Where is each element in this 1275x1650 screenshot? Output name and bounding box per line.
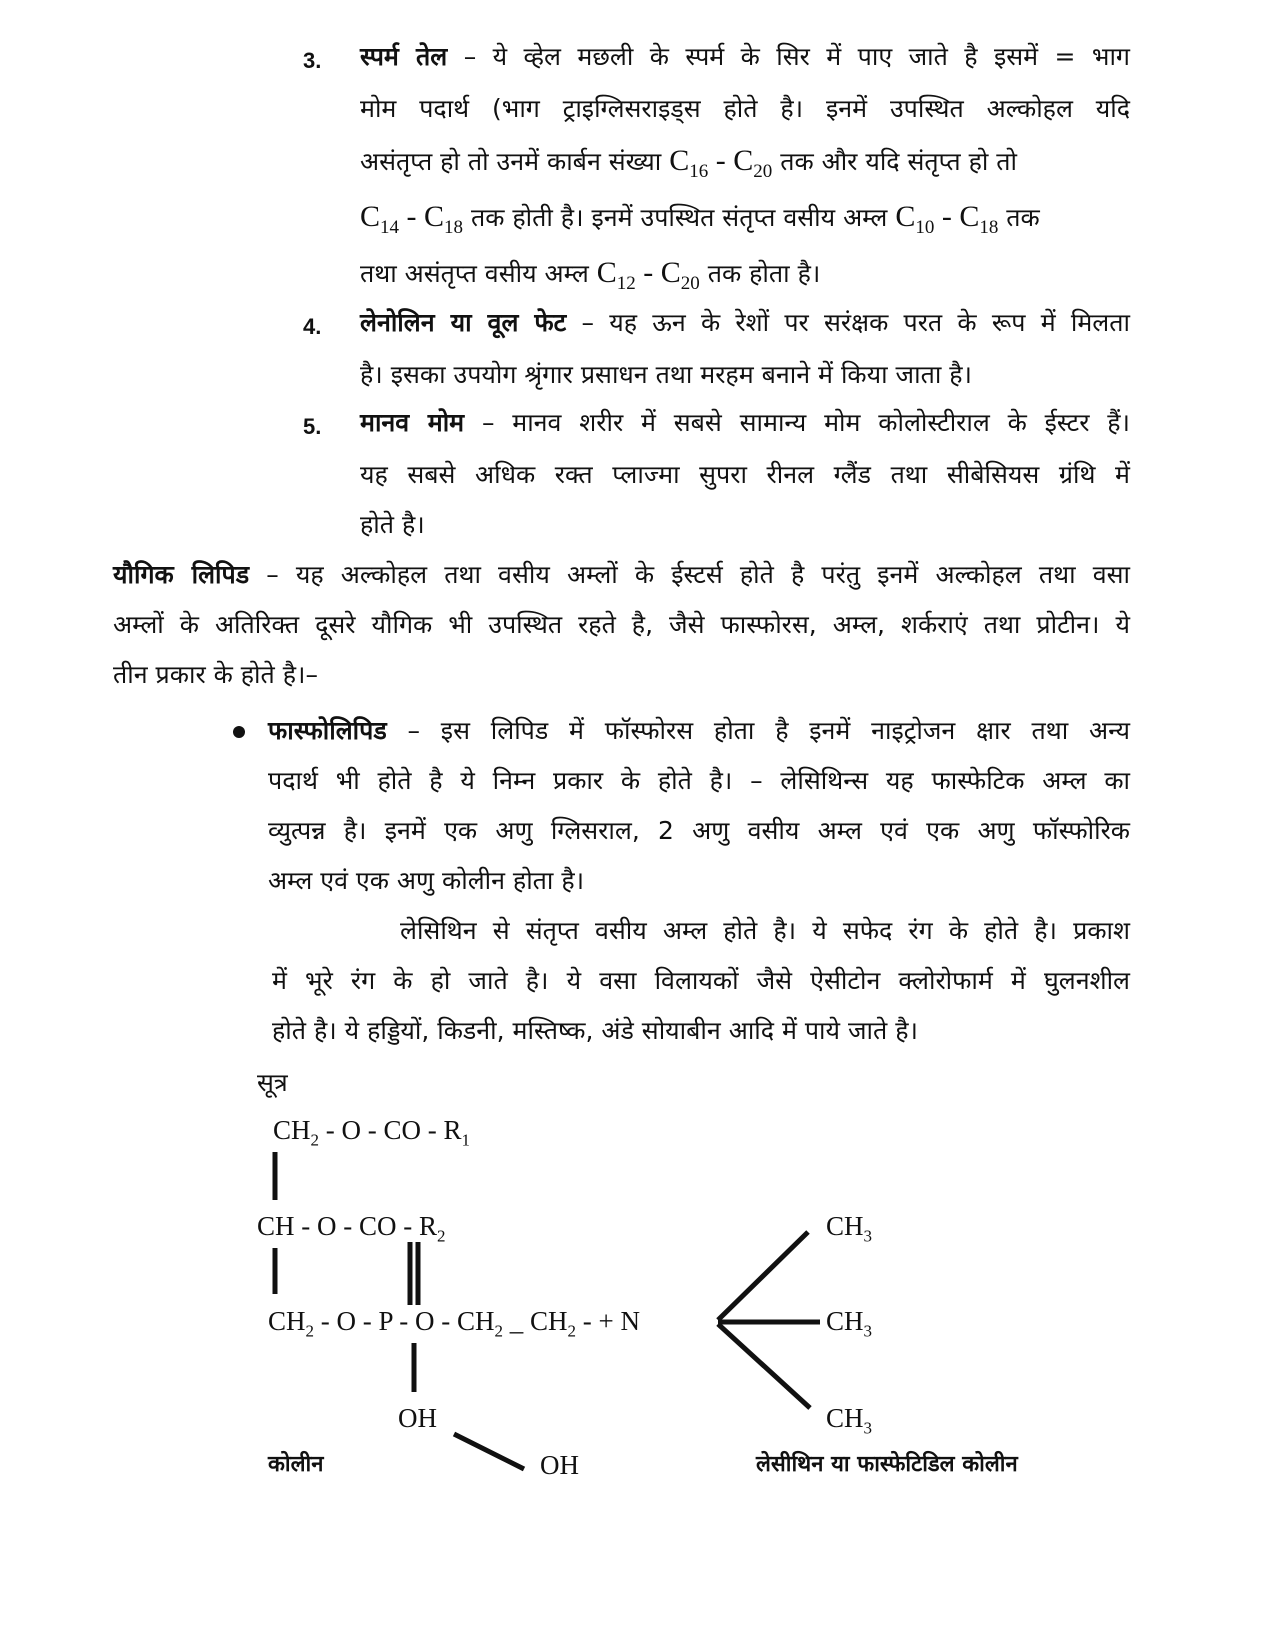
item-3-line-2: मोम पदार्थ (भाग ट्राइग्लिसराइड्स होते है। इनमें उपस्थित अल्कोहल यदि — [360, 94, 1130, 123]
lecithin-line-3: होते है। ये हड्डियों, किडनी, मस्तिष्क, अंडे सोयाबीन आदि में पाये जाते है। — [272, 1016, 918, 1045]
item-text: तक — [1006, 203, 1040, 232]
bond-line — [718, 1324, 810, 1408]
item-number: 4. — [303, 314, 322, 339]
item-term: लेनोलिन या वूल फेट — [360, 308, 567, 337]
compound-lipid-line-3: तीन प्रकार के होते है।– — [113, 660, 318, 689]
paragraph-text: – इस लिपिड में फॉस्फोरस होता है इनमें नाइट्रोजन क्षार तथा अन्य — [407, 716, 1130, 745]
item-number: 3. — [303, 48, 322, 73]
item-text: तक और यदि संतृप्त हो तो — [780, 147, 1017, 176]
label-lecithin: लेसीथिन या फास्फेटिडिल कोलीन — [756, 1452, 1018, 1477]
lecithin-line-2: में भूरे रंग के हो जाते है। ये वसा विलायकों जैसे ऐसीटोन क्लोरोफार्म में घुलनशील — [272, 966, 1130, 995]
formula-row-1: $CH_2$ - O - CO - $R_1$ — [273, 1115, 471, 1150]
formula-oh-2: OH — [540, 1450, 579, 1480]
label-choline: कोलीन — [268, 1452, 324, 1477]
item-number: 5. — [303, 414, 322, 439]
carbon-range: $C_{14} - C_{18}$ — [360, 200, 464, 238]
item-text: – यह ऊन के रेशों पर सरंक्षक परत के रूप में मिलता — [581, 308, 1130, 337]
phospholipid-line-2: पदार्थ भी होते है ये निम्न प्रकार के होते है। – लेसिथिन्स यह फास्फेटिक अम्ल का — [268, 766, 1130, 795]
formula-ch3-top: $CH_3$ — [826, 1211, 873, 1246]
formula-ch3-bot: $CH_3$ — [826, 1403, 873, 1438]
formula-ch3-mid: $CH_3$ — [826, 1306, 873, 1341]
item-text: तक होती है। इनमें उपस्थित संतृप्त वसीय अम्ल — [470, 203, 888, 232]
lecithin-line-1: लेसिथिन से संतृप्त वसीय अम्ल होते है। ये सफेद रंग के होते है। प्रकाश — [400, 916, 1130, 945]
formula-heading: सूत्र — [257, 1068, 288, 1097]
bond-line — [718, 1232, 808, 1320]
paragraph-text: – यह अल्कोहल तथा वसीय अम्लों के ईस्टर्स होते है परंतु इनमें अल्कोहल तथा वसा — [266, 560, 1131, 589]
item-5-line-3: होते है। — [360, 510, 425, 539]
phospholipid-line-4: अम्ल एवं एक अणु कोलीन होता है। — [268, 866, 585, 895]
formula-row-2: CH - O - CO - $R_2$ — [257, 1211, 446, 1246]
formula-oh-1: OH — [398, 1403, 437, 1433]
phospholipid-line-3: व्युत्पन्न है। इनमें एक अणु ग्लिसराल, 2 अणु वसीय अम्ल एवं एक अणु फॉस्फोरिक — [268, 816, 1130, 845]
bond-line — [454, 1434, 524, 1469]
section-term: फास्फोलिपिड — [268, 716, 387, 745]
item-term: मानव मोम — [360, 408, 465, 437]
item-term: स्पर्म तेल — [360, 42, 448, 71]
item-text: – मानव शरीर में सबसे सामान्य मोम कोलोस्टीराल के ईस्टर हैं। — [481, 408, 1131, 437]
item-4-line-2: है। इसका उपयोग श्रृंगार प्रसाधन तथा मरहम बनाने में किया जाता है। — [360, 360, 972, 389]
carbon-range: $C_{10} - C_{18}$ — [895, 200, 999, 238]
item-text: तथा असंतृप्त वसीय अम्ल — [360, 259, 589, 288]
item-text: असंतृप्त हो तो उनमें कार्बन संख्या — [360, 147, 662, 176]
item-text: – ये व्हेल मछली के स्पर्म के सिर में पाए जाते है इसमें = भाग — [463, 42, 1130, 71]
formula-row-3: $CH_2$ - O - P - O - $CH_2$ _ $CH_2$ - + N — [268, 1306, 640, 1341]
carbon-range: $C_{12} - C_{20}$ — [596, 256, 700, 294]
item-5-line-2: यह सबसे अधिक रक्त प्लाज्मा सुपरा रीनल ग्लैंड तथा सीबेसियस ग्रंथि में — [360, 460, 1130, 489]
section-term: यौगिक लिपिड — [113, 560, 250, 589]
item-text: तक होता है। — [707, 259, 821, 288]
carbon-range: $C_{16} - C_{20}$ — [669, 144, 773, 182]
compound-lipid-line-2: अम्लों के अतिरिक्त दूसरे यौगिक भी उपस्थित रहते है, जैसे फास्फोरस, अम्ल, शर्कराएं तथा प्रोटीन। ये — [113, 610, 1130, 639]
